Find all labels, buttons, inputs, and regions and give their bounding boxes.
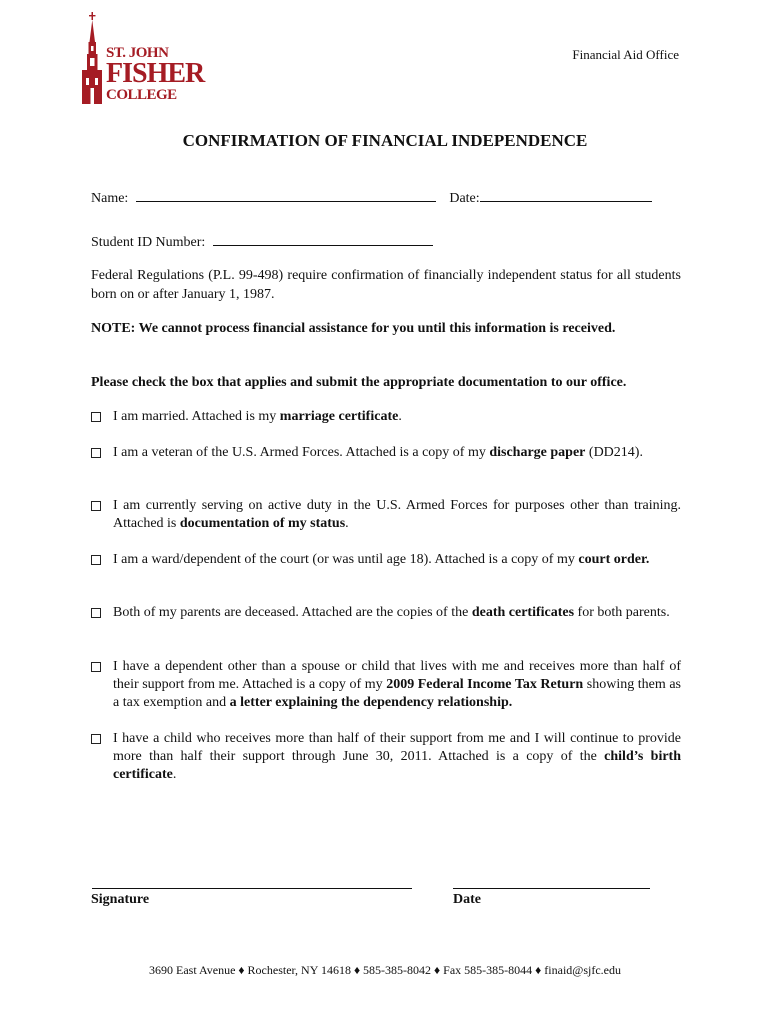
option-text-end: . bbox=[172, 767, 177, 782]
option-document: marriage certificate bbox=[279, 409, 399, 424]
option-text: I am married. Attached is my bbox=[113, 409, 280, 424]
logo-line-1: ST. JOHN bbox=[106, 45, 169, 61]
option-child-support[interactable] bbox=[91, 730, 681, 784]
office-name: Financial Aid Office bbox=[572, 47, 679, 62]
option-married[interactable] bbox=[91, 408, 681, 426]
intro-paragraph: Federal Regulations (P.L. 99-498) require confirmation of financially independent status for all students born on or after January 1, 1987. bbox=[91, 268, 681, 302]
checkbox[interactable] bbox=[91, 555, 101, 565]
student-id-field[interactable] bbox=[213, 231, 433, 246]
note-paragraph: NOTE: We cannot process financial assistance for you until this information is received. bbox=[91, 321, 616, 336]
option-document: court order. bbox=[578, 552, 650, 567]
signature-date-label: Date bbox=[453, 892, 481, 907]
student-id-row bbox=[91, 231, 433, 251]
option-document: child’s birth certificate bbox=[113, 749, 681, 782]
checkbox[interactable] bbox=[91, 734, 101, 744]
option-text: I am currently serving on active duty in the U.S. Armed Forces for purposes other than training. Attached is bbox=[113, 498, 681, 531]
checkbox[interactable] bbox=[91, 662, 101, 672]
logo-line-3: COLLEGE bbox=[106, 87, 177, 103]
option-text: I am a veteran of the U.S. Armed Forces. Attached is a copy of my bbox=[113, 445, 490, 460]
option-text-middle: showing them as a tax exemption and bbox=[113, 677, 681, 710]
option-text: I am a ward/dependent of the court (or was until age 18). Attached is a copy of my bbox=[113, 552, 579, 567]
option-text: I have a dependent other than a spouse or child that lives with me and receives more than half of their support from me. Attached is a copy of my bbox=[113, 659, 681, 692]
option-dependent[interactable] bbox=[91, 658, 681, 712]
option-text-end: . bbox=[345, 516, 349, 531]
college-logo bbox=[80, 12, 205, 104]
signature-line[interactable] bbox=[92, 888, 412, 889]
option-parents-deceased[interactable] bbox=[91, 604, 681, 622]
checkbox[interactable] bbox=[91, 608, 101, 618]
option-veteran[interactable] bbox=[91, 444, 681, 462]
checkbox[interactable] bbox=[91, 412, 101, 422]
option-document: 2009 Federal Income Tax Return bbox=[386, 677, 584, 692]
option-text: Both of my parents are deceased. Attached are the copies of the bbox=[113, 605, 472, 620]
date-label: Date: bbox=[449, 191, 480, 206]
instruction-paragraph: Please check the box that applies and submit the appropriate documentation to our office. bbox=[91, 375, 627, 390]
checkbox[interactable] bbox=[91, 501, 101, 511]
option-text-end: for both parents. bbox=[574, 605, 670, 620]
checkbox[interactable] bbox=[91, 448, 101, 458]
option-document: death certificates bbox=[471, 605, 575, 620]
option-document: discharge paper bbox=[489, 445, 586, 460]
document-title: CONFIRMATION OF FINANCIAL INDEPENDENCE bbox=[182, 131, 588, 150]
signature-date-line[interactable] bbox=[453, 888, 650, 889]
logo-line-2: FISHER bbox=[106, 58, 205, 89]
option-ward-of-court[interactable] bbox=[91, 551, 681, 569]
signature-label: Signature bbox=[91, 892, 150, 907]
option-text-end: (DD214). bbox=[585, 445, 643, 460]
footer-contact: 3690 East Avenue ♦ Rochester, NY 14618 ♦ 585-385-8042 ♦ Fax 585-385-8044 ♦ finaid@sjfc.edu bbox=[149, 963, 621, 977]
spire-icon bbox=[80, 12, 106, 104]
student-id-label: Student ID Number: bbox=[91, 235, 206, 250]
name-date-row bbox=[91, 187, 652, 207]
option-text: I have a child who receives more than half of their support from me and I will continue to provide more than half their support through June 30, 2011. Attached is a copy of the bbox=[113, 731, 681, 764]
name-label: Name: bbox=[91, 191, 129, 206]
option-active-duty[interactable] bbox=[91, 497, 681, 533]
date-field[interactable] bbox=[480, 187, 652, 202]
option-text-end: . bbox=[398, 409, 402, 424]
option-document-2: a letter explaining the dependency relationship. bbox=[229, 695, 513, 710]
option-document: documentation of my status bbox=[179, 516, 346, 531]
name-field[interactable] bbox=[136, 187, 436, 202]
